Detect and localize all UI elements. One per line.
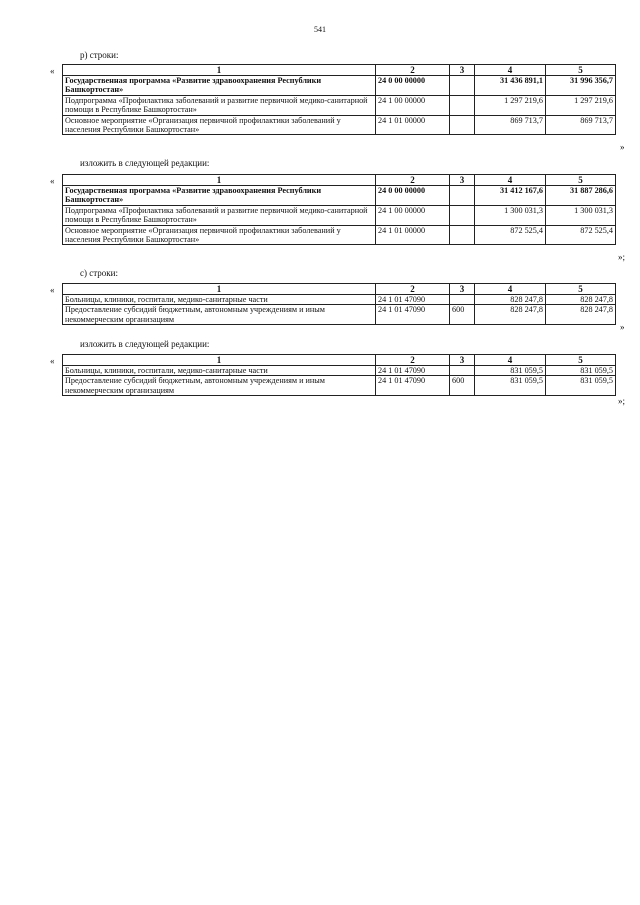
row-value-5: 1 297 219,6 [546,95,616,115]
row-value-4: 869 713,7 [475,115,546,135]
open-quote: « [50,285,55,295]
open-quote: « [50,356,55,366]
table-row [63,295,616,305]
column-header: 3 [450,175,475,186]
close-quote: »; [618,396,626,406]
row-type [450,76,475,96]
row-name: Предоставление субсидий бюджетным, автономным учреждениям и иным некоммерческим организациям [63,305,376,325]
column-header: 4 [475,355,546,366]
column-header: 5 [546,175,616,186]
row-name: Больницы, клиники, госпитали, медико-санитарные части [63,366,376,376]
row-code: 24 1 00 00000 [376,205,450,225]
budget-table [62,174,616,245]
row-code: 24 1 01 47090 [376,376,450,396]
column-header: 3 [450,65,475,76]
column-header: 5 [546,65,616,76]
table-row [63,95,616,115]
row-code: 24 1 01 00000 [376,225,450,245]
row-name: Подпрограмма «Профилактика заболеваний и развитие первичной медико-санитарной помощи в Республике Башкортостан» [63,95,376,115]
column-header: 2 [376,355,450,366]
row-type [450,366,475,376]
row-code: 24 1 01 47090 [376,366,450,376]
row-code: 24 1 01 00000 [376,115,450,135]
row-type [450,205,475,225]
row-code: 24 1 01 47090 [376,305,450,325]
column-header: 2 [376,284,450,295]
column-header: 3 [450,284,475,295]
table-row [63,305,616,325]
budget-table [62,283,616,325]
close-quote: » [620,322,625,332]
row-type: 600 [450,376,475,396]
row-value-4: 872 525,4 [475,225,546,245]
section-label: р) строки: [80,50,119,60]
table-row [63,376,616,396]
row-value-4: 1 297 219,6 [475,95,546,115]
column-header: 5 [546,284,616,295]
row-type [450,115,475,135]
column-header: 4 [475,284,546,295]
row-name: Подпрограмма «Профилактика заболеваний и развитие первичной медико-санитарной помощи в Республике Башкортостан» [63,205,376,225]
table-header-row [63,65,616,76]
row-value-4: 1 300 031,3 [475,205,546,225]
row-name: Предоставление субсидий бюджетным, автономным учреждениям и иным некоммерческим организациям [63,376,376,396]
column-header: 1 [63,65,376,76]
row-value-4: 831 059,5 [475,376,546,396]
row-name: Государственная программа «Развитие здравоохранения Республики Башкортостан» [63,186,376,206]
table-row [63,115,616,135]
table-header-row [63,355,616,366]
row-code: 24 0 00 00000 [376,186,450,206]
row-value-4: 31 436 891,1 [475,76,546,96]
table-row [63,76,616,96]
row-type [450,295,475,305]
row-value-5: 869 713,7 [546,115,616,135]
open-quote: « [50,176,55,186]
section-label: изложить в следующей редакции: [80,339,210,349]
table-header-row [63,284,616,295]
row-name: Больницы, клиники, госпитали, медико-санитарные части [63,295,376,305]
row-value-5: 31 887 286,6 [546,186,616,206]
row-value-5: 31 996 356,7 [546,76,616,96]
close-quote: »; [618,252,626,262]
row-value-4: 828 247,8 [475,295,546,305]
column-header: 2 [376,175,450,186]
row-value-5: 831 059,5 [546,366,616,376]
column-header: 3 [450,355,475,366]
column-header: 1 [63,284,376,295]
row-code: 24 0 00 00000 [376,76,450,96]
close-quote: » [620,142,625,152]
row-type [450,225,475,245]
table-row [63,225,616,245]
row-value-4: 31 412 167,6 [475,186,546,206]
row-value-5: 831 059,5 [546,376,616,396]
row-name: Государственная программа «Развитие здравоохранения Республики Башкортостан» [63,76,376,96]
row-name: Основное мероприятие «Организация первичной профилактики заболеваний у населения Республики Башкортостан» [63,115,376,135]
row-value-5: 828 247,8 [546,295,616,305]
column-header: 4 [475,175,546,186]
row-value-5: 1 300 031,3 [546,205,616,225]
row-value-5: 872 525,4 [546,225,616,245]
column-header: 1 [63,175,376,186]
column-header: 5 [546,355,616,366]
row-name: Основное мероприятие «Организация первичной профилактики заболеваний у населения Республики Башкортостан» [63,225,376,245]
budget-table [62,354,616,396]
row-value-4: 828 247,8 [475,305,546,325]
column-header: 4 [475,65,546,76]
row-type: 600 [450,305,475,325]
row-code: 24 1 01 47090 [376,295,450,305]
table-header-row [63,175,616,186]
row-value-5: 828 247,8 [546,305,616,325]
section-label: изложить в следующей редакции: [80,158,210,168]
table-row [63,366,616,376]
table-row [63,186,616,206]
budget-table [62,64,616,135]
row-type [450,95,475,115]
section-label: с) строки: [80,268,118,278]
row-value-4: 831 059,5 [475,366,546,376]
row-type [450,186,475,206]
column-header: 1 [63,355,376,366]
open-quote: « [50,66,55,76]
page-number: 541 [314,25,326,34]
column-header: 2 [376,65,450,76]
row-code: 24 1 00 00000 [376,95,450,115]
table-row [63,205,616,225]
